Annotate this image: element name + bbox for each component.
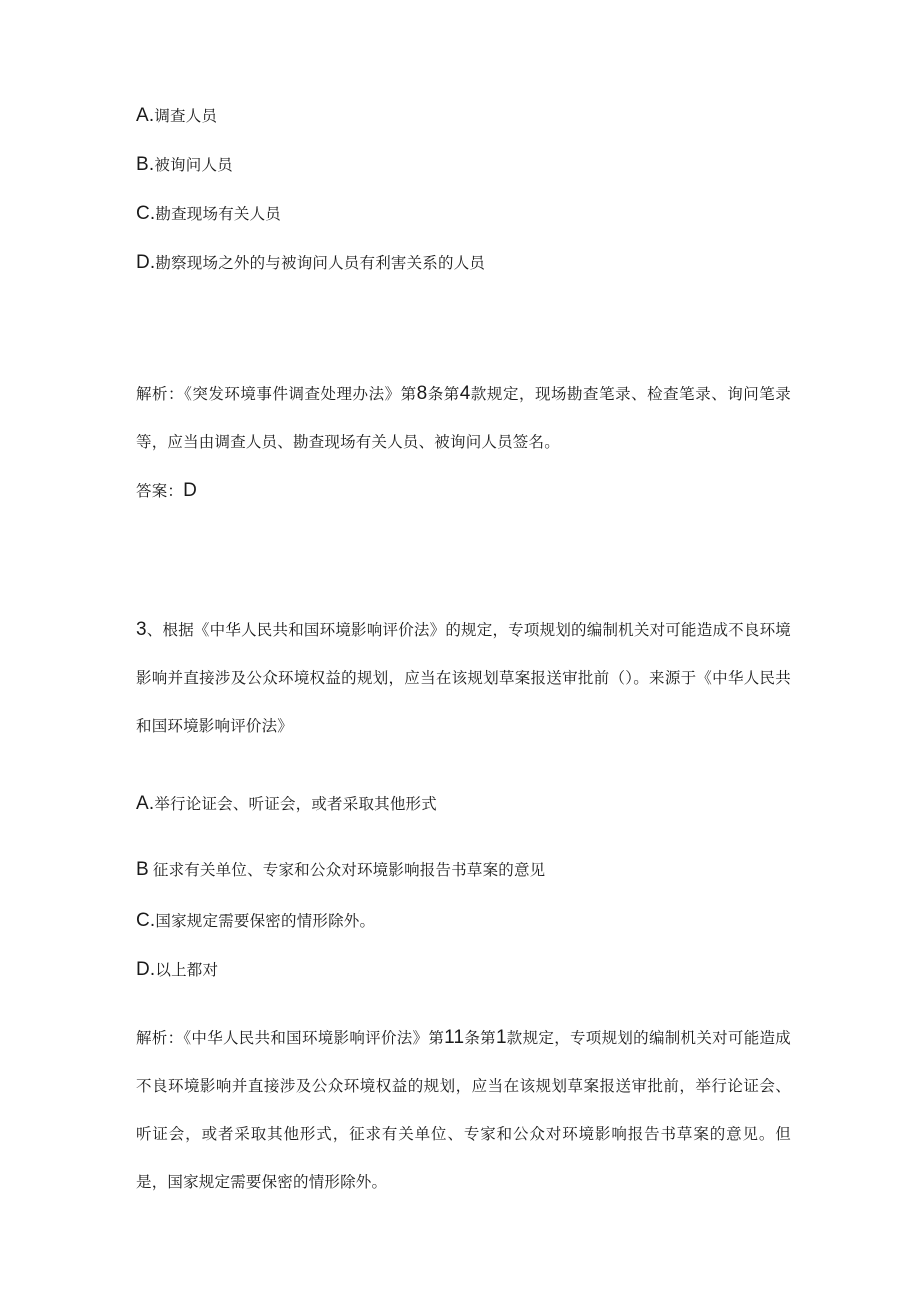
q3-option-a-text: 举行论证会、听证会，或者采取其他形式 bbox=[154, 795, 437, 813]
q3-option-b bbox=[136, 860, 545, 880]
q2-option-d bbox=[136, 253, 485, 273]
q2-analysis-rest: 款规定，现场勘查笔录、检查笔录、询问笔录等，应当由调查人员、勘查现场有关人员、被询问人员签名。 bbox=[136, 385, 791, 451]
q2-analysis-clause-number: 4 bbox=[459, 383, 471, 404]
q2-option-d-text: 勘察现场之外的与被询问人员有利害关系的人员 bbox=[155, 254, 486, 272]
q2-analysis bbox=[136, 370, 791, 466]
q3-analysis-article-number: 11 bbox=[444, 1027, 465, 1048]
q3-option-d bbox=[136, 960, 218, 980]
q3-analysis-mid: 条第 bbox=[464, 1029, 496, 1047]
q3-analysis-rest: 款规定，专项规划的编制机关对可能造成不良环境影响并直接涉及公众环境权益的规划，应当在该规划草案报送审批前，举行论证会、听证会，或者采取其他形式，征求有关单位、专家和公众对环境影响报告书草案的意见。但是，国家规定需要保密的情形除外。 bbox=[136, 1029, 791, 1191]
q3-number: 3 bbox=[136, 619, 147, 640]
q2-option-b bbox=[136, 155, 233, 175]
q2-answer-value: D bbox=[183, 480, 198, 501]
q3-option-b-text: 征求有关单位、专家和公众对环境影响报告书草案的意见 bbox=[152, 861, 546, 879]
q3-option-d-text: 以上都对 bbox=[155, 961, 219, 979]
q3-stem bbox=[136, 606, 791, 750]
q2-analysis-article-number: 8 bbox=[416, 383, 428, 404]
q2-option-a-text: 调查人员 bbox=[154, 107, 218, 125]
q2-option-c-letter: C. bbox=[136, 203, 156, 224]
q2-option-a-letter: A. bbox=[136, 105, 155, 126]
q3-option-a-letter: A. bbox=[136, 793, 155, 814]
q2-option-c bbox=[136, 204, 281, 224]
q3-analysis-prefix: 解析：《中华人民共和国环境影响评价法》第 bbox=[136, 1029, 445, 1047]
q3-option-b-letter: B bbox=[136, 859, 149, 880]
q2-analysis-mid: 条第 bbox=[427, 385, 460, 403]
q2-answer bbox=[136, 481, 197, 501]
q2-analysis-prefix: 解析：《突发环境事件调查处理办法》第 bbox=[136, 385, 417, 403]
q3-option-a bbox=[136, 794, 437, 814]
q3-analysis bbox=[136, 1014, 791, 1206]
q3-analysis-clause-number: 1 bbox=[495, 1027, 507, 1048]
q2-option-d-letter: D. bbox=[136, 252, 156, 273]
q2-answer-label: 答案： bbox=[136, 482, 184, 500]
q2-option-c-text: 勘查现场有关人员 bbox=[155, 205, 282, 223]
q3-stem-text: 、根据《中华人民共和国环境影响评价法》的规定，专项规划的编制机关对可能造成不良环境影响并直接涉及公众环境权益的规划，应当在该规划草案报送审批前（）。来源于《中华人民共和国环境影响评价法》 bbox=[136, 621, 791, 735]
q3-option-c bbox=[136, 911, 375, 931]
q3-option-c-text: 国家规定需要保密的情形除外。 bbox=[155, 912, 376, 930]
q2-option-b-letter: B. bbox=[136, 154, 155, 175]
q2-option-b-text: 被询问人员 bbox=[154, 156, 233, 174]
q3-option-c-letter: C. bbox=[136, 910, 156, 931]
q3-option-d-letter: D. bbox=[136, 959, 156, 980]
q2-option-a bbox=[136, 106, 217, 126]
